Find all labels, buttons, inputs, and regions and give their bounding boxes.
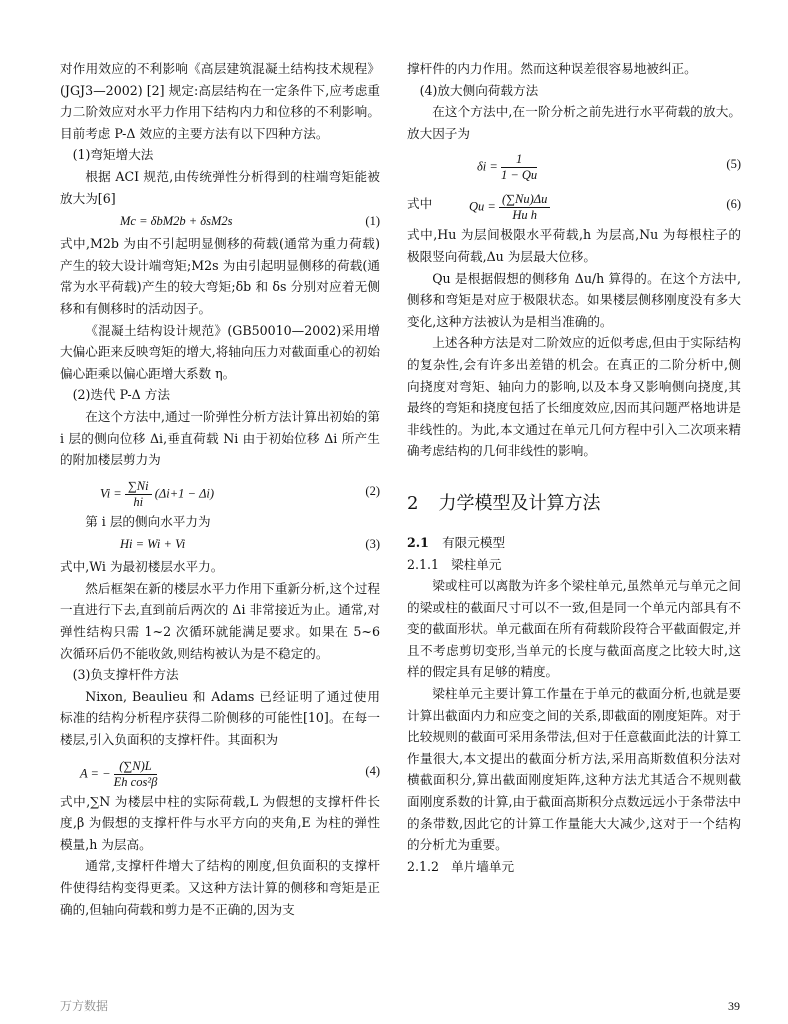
equation-6-lead: 式中 [407, 196, 433, 212]
equation-2-rhs: (Δi+1 − Δi) [154, 486, 215, 501]
equation-2-lhs: Vi = [100, 486, 122, 501]
left-intro-paragraph: 对作用效应的不利影响《高层建筑混凝土结构技术规程》(JGJ3—2002) [2] 规定:高层结构在一定条件下,应考虑重力二阶效应对水平力作用下结构内力和位移的不利影响。目前考虑 P-Δ 效应的主要方法有以下四种方法。 [60, 61, 380, 141]
subsection-2-1-title: 有限元模型 [442, 534, 506, 550]
subsection-2-1-2-heading [407, 856, 741, 878]
equation-2-number: (2) [365, 483, 380, 498]
equation-1 [60, 209, 380, 233]
equation-3 [60, 532, 380, 556]
equation-6-number: (6) [726, 197, 741, 212]
equation-5-expression [477, 152, 537, 183]
method-3-paragraph-2: 式中,∑N 为楼层中柱的实际荷载,L 为假想的支撑杆件长度,β 为假想的支撑杆件与水平方向的夹角,E 为柱的弹性模量,h 为层高。 [60, 793, 380, 852]
method-4-title: (4)放大侧向荷载方法 [419, 82, 539, 98]
equation-2-numerator: ∑Ni [125, 479, 152, 495]
beam-column-paragraph-1: 梁或柱可以离散为许多个梁柱单元,虽然单元与单元之间的梁或柱的截面尺寸可以不一致,但是同一个单元内部具有不变的截面形状。单元截面在所有荷载阶段符合平截面假定,并且不考虑剪切变形,当单元的长度与截面高度之比较大时,这样的假定具有足够的精度。 [407, 578, 741, 680]
equation-5-denominator: 1 − Qu [500, 168, 538, 183]
equation-4-denominator: Eh cos²β [113, 774, 158, 789]
equation-5-fraction [501, 152, 537, 183]
right-continuation-paragraph: 撑杆件的内力作用。然而这种误差很容易地被纠正。 [407, 61, 697, 76]
equation-4-numerator: (∑N)L [114, 759, 158, 775]
method-4-paragraph-4: 上述各种方法是对二阶效应的近似考虑,但由于实际结构的复杂性,会有许多出差错的机会。在真正的二阶分析中,侧向挠度对弯矩、轴向力的影响,以及本身又影响侧向挠度,其最终的弯矩和挠度包括了长细度效应,因而其问题严格地讲是非线性的。为此,本文通过在单元几何方程中引入二次项来精确考虑结构的几何非线性的影响。 [407, 335, 741, 459]
watermark-text: 万方数据 [60, 999, 109, 1013]
method-4-paragraph: 在这个方法中,在一阶分析之前先进行水平荷载的放大。放大因子为 [407, 104, 741, 141]
equation-6 [407, 184, 741, 224]
equation-5-lhs: δi = [477, 159, 498, 174]
page-number: 39 [728, 999, 740, 1013]
method-1-title: (1)弯矩增大法 [72, 147, 154, 163]
left-column [60, 58, 380, 920]
subsection-2-1-2-number: 2.1.2 [407, 858, 440, 874]
equation-2 [60, 471, 380, 511]
method-2-title: (2)迭代 P-Δ 方法 [72, 387, 170, 403]
equation-6-expression [469, 192, 550, 223]
equation-4 [60, 751, 380, 791]
method-3-title: (3)负支撑杆件方法 [72, 667, 179, 683]
equation-1-number: (1) [365, 214, 380, 229]
equation-4-fraction [114, 759, 158, 790]
equation-2-expression [100, 479, 214, 510]
method-3-paragraph: Nixon, Beaulieu 和 Adams 已经证明了通过使用标准的结构分析程序获得二阶侧移的可能性[10]。在每一楼层,引入负面积的支撑杆件。其面积为 [60, 688, 380, 748]
method-2-paragraph-2: 第 i 层的侧向水平力为 [85, 513, 211, 529]
equation-5-numerator: 1 [501, 152, 537, 168]
equation-6-numerator: (∑Nu)Δu [499, 192, 550, 208]
method-2-paragraph: 在这个方法中,通过一阶弹性分析方法计算出初始的第 i 层的侧向位移 Δi,垂直荷载 Ni 由于初始位移 Δi 所产生的附加楼层剪力为 [60, 408, 380, 468]
equation-4-lhs: A = − [80, 766, 111, 780]
subsection-2-1-1-number: 2.1.1 [407, 556, 440, 572]
subsection-2-1-heading [407, 532, 741, 554]
subsection-2-1-1-title: 梁柱单元 [451, 556, 502, 572]
equation-2-fraction [125, 479, 152, 510]
method-1-paragraph-2: 式中,M2b 为由不引起明显侧移的荷载(通常为重力荷载)产生的较大设计端弯矩;M2s 为由引起明显侧移的荷载(通常为水平荷载)产生的较大弯矩;δb 和 δs 分别对应着无侧移和有侧移时的活动因子。 [60, 236, 380, 316]
subsection-2-1-2-title: 单片墙单元 [451, 858, 515, 874]
right-column [407, 58, 741, 877]
equation-5 [407, 144, 741, 184]
section-2-title: 力学模型及计算方法 [438, 492, 601, 514]
method-2-paragraph-3: 式中,Wi 为最初楼层水平力。 [60, 559, 224, 575]
section-2-heading [407, 476, 741, 532]
beam-column-paragraph-2: 梁柱单元主要计算工作量在于单元的截面分析,也就是要计算出截面内力和应变之间的关系,即截面的刚度矩阵。对于比较规则的截面可采用条带法,但对于任意截面此法的计算工作量很大,本文提出的截面分析方法,采用高斯数值积分法对横截面积分,算出截面刚度矩阵,这种方法尤其适合不规则截面刚度系数的计算,由于截面高斯积分点数远远小于条带法中的条带数,因此它的计算工作量能大大减少,这对于一个结构的分析尤为重要。 [407, 686, 741, 853]
method-3-paragraph-3: 通常,支撑杆件增大了结构的刚度,但负面积的支撑杆件使得结构变得更柔。又这种方法计算的侧移和弯矩是正确的,但轴向荷载和剪力是不正确的,因为支 [60, 858, 380, 917]
equation-6-lhs: Qu = [469, 199, 496, 214]
equation-1-expression: Mc = δbM2b + δsM2s [120, 214, 233, 229]
equation-6-fraction [499, 192, 550, 223]
equation-5-number: (5) [726, 157, 741, 172]
subsection-2-1-1-heading [407, 554, 741, 576]
equation-3-number: (3) [365, 537, 380, 552]
equation-6-denominator: Hu h [512, 208, 537, 223]
equation-3-expression: Hi = Wi + Vi [120, 537, 186, 552]
equation-2-denominator: hi [133, 494, 144, 509]
equation-4-expression [80, 759, 157, 790]
method-4-paragraph-3: Qu 是根据假想的侧移角 Δu/h 算得的。在这个方法中,侧移和弯矩是对应于极限状态。如果楼层侧移刚度没有多大变化,这种方法被认为是相当准确的。 [407, 270, 741, 329]
equation-4-number: (4) [365, 763, 380, 778]
subsection-2-1-number: 2.1 [407, 534, 429, 550]
section-2-number: 2 [407, 492, 419, 514]
method-4-paragraph-2: 式中,Hu 为层间极限水平荷载,h 为层高,Nu 为每根柱子的极限竖向荷载,Δu 为层最大位移。 [407, 227, 741, 264]
method-1-paragraph-3: 《混凝土结构设计规范》(GB50010—2002)采用增大偏心距来反映弯矩的增大,将轴向压力对截面重心的初始偏心距乘以偏心距增大系数 η。 [60, 322, 380, 381]
method-2-paragraph-4: 然后框架在新的楼层水平力作用下重新分析,这个过程一直进行下去,直到前后两次的 Δi 非常接近为止。通常,对弹性结构只需 1~2 次循环就能满足要求。如果在 5~6 次循环后仍不能收敛,则结构被认为是不稳定的。 [60, 580, 380, 661]
method-1-paragraph: 根据 ACI 规范,由传统弹性分析得到的柱端弯矩能被放大为[6] [60, 168, 380, 206]
